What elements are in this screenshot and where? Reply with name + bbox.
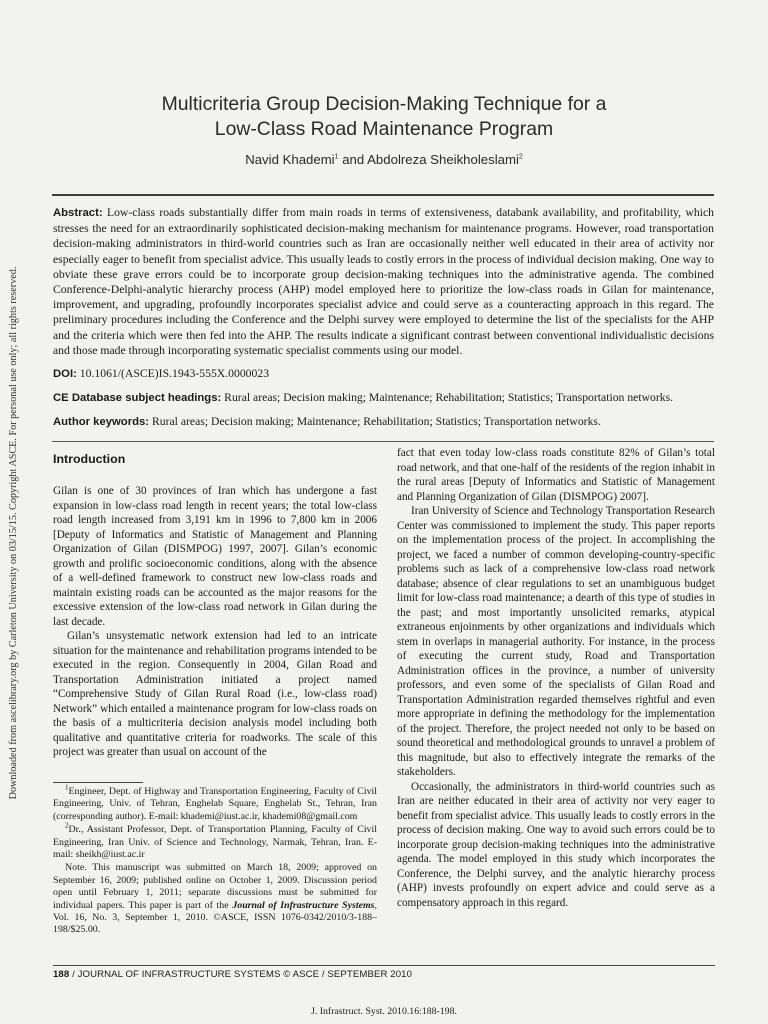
right-column bbox=[397, 446, 715, 910]
subject-headings bbox=[53, 390, 714, 406]
footer-rule bbox=[53, 965, 715, 966]
header-rule bbox=[52, 194, 714, 196]
page-footer bbox=[53, 969, 412, 980]
author-conjunction: and bbox=[338, 152, 368, 167]
subject-headings-label: CE Database subject headings: bbox=[53, 392, 222, 404]
footnote-2-text: Dr., Assistant Professor, Dept. of Transportation Planning, Faculty of Civil Engineering, Iran Univ. of Science and Technology, Narmak, Tehran, Iran. E-mail: sheikh@iust.ac.ir bbox=[53, 824, 377, 861]
paragraph: Gilan’s unsystematic network extension had led to an intricate situation for the maintenance and rehabilitation programs intended to be executed in the region. Consequently in 2004, Gilan Road and Transportation Administration initiated a project named “Comprehensive Study of Gilan Rural Road (i.e., low-class road) Network” which entailed a maintenance program for low-class roads on the basis of a multicriteria decision analysis model including both qualitative and quantitative criteria for roadworks. The scale of this project was greater than usual on account of the bbox=[53, 630, 377, 758]
note-text-post: , Vol. 16, No. 3, September 1, 2010. ©ASCE, ISSN 1076-0342/2010/3-188–198/$25.00. bbox=[53, 899, 377, 936]
abstract-rule bbox=[52, 441, 714, 442]
abstract bbox=[53, 205, 714, 358]
author-1: Navid Khademi bbox=[245, 152, 335, 167]
citation-line: J. Infrastruct. Syst. 2010.16:188-198. bbox=[311, 1006, 457, 1017]
footnote-1-mark: 1 bbox=[65, 783, 69, 792]
doi-link[interactable]: 10.1061/(ASCE)IS.1943-555X.0000023 bbox=[79, 367, 270, 380]
submission-note bbox=[53, 862, 377, 936]
title-line-1: Multicriteria Group Decision-Making Technique for a bbox=[161, 93, 607, 115]
footnote-2 bbox=[53, 821, 377, 861]
footnotes bbox=[53, 783, 377, 938]
author-2-affiliation-mark: 2 bbox=[518, 153, 523, 161]
abstract-text: Low-class roads substantially differ from main roads in terms of extensiveness, databank availability, and profitability, which stresses the need for an extraordinarily sophisticated decision-making mechanism for maintenance programs. However, road transportation decision-making administrators in third-world countries such as Iran are occasionally neither well educated in their area of activity nor especially eager to benefit from specialist advice. This usually leads to costly errors in the process of individual decision making. One way to obviate these grave errors could be to incorporate group decision-making techniques into the administrative agenda. The combined Conference-Delphi-analytic hierarchy process (AHP) model employed here to prioritize the low-class roads in Gilan for maintenance, improvement, and upgrading, profoundly incorporates specialist advice and could serve as a counteracting approach in this regard. The preliminary procedures including the Conference and the Delphi survey were employed to determine the list of the specialists for the AHP and the criteria which were then fed into the AHP. The results indicate a significant contrast between conventional individualistic decisions and those made through incorporating systematic specialist comments using our model. bbox=[53, 206, 714, 357]
footnote-1-text: Engineer, Dept. of Highway and Transportation Engineering, Faculty of Civil Engineering, Univ. of Tehran, Enghelab Square, Enghelab St., Tehran, Iran (corresponding author). E-mail: khademi@iust.ac.ir, khademi08@gmail.com bbox=[53, 786, 377, 822]
left-column bbox=[53, 484, 377, 760]
note-text-pre: Note. This manuscript was submitted on March 18, 2009; approved on September 16, 2009; published online on October 1, 2009. Discussion period open until February 1, 2011; separate discussions must be submitted for individual papers. This paper is part of the bbox=[53, 862, 377, 911]
journal-name: Journal of Infrastructure Systems bbox=[232, 899, 375, 911]
doi-label: DOI: bbox=[53, 368, 77, 380]
author-1-affiliation-mark: 1 bbox=[334, 153, 339, 161]
paragraph: Occasionally, the administrators in third-world countries such as Iran are neither educated in their area of activity nor very eager to benefit from specialist advice. This usually leads to costly errors in the process of decision making. One way to avoid such errors could be to incorporate group decision-making techniques into the administrative agenda. The model employed in this study which incorporates the Conference, the Delphi survey, and the analytic hierarchy process (AHP) invests profoundly on expert advice and could serve as a compensatory approach in this regard. bbox=[397, 780, 715, 909]
download-notice: Downloaded from ascelibrary.org by Carleton University on 03/15/15. Copyright ASCE. For personal use only; all rights reserved. bbox=[8, 266, 19, 800]
paper-title bbox=[54, 92, 714, 142]
journal-running-footer: / JOURNAL OF INFRASTRUCTURE SYSTEMS © ASCE / SEPTEMBER 2010 bbox=[69, 969, 413, 980]
paragraph: Gilan is one of 30 provinces of Iran which has undergone a fast expansion in low-class road length in recent years; the total low-class road length increased from 3,191 km in 1996 to 7,800 km in 2006 [Deputy of Informatics and Statistic of Management and Planning Organization of Gilan (DISMPOG) 1997, 2007]. Gilan’s economic growth and prolific socioeconomic conditions, along with the absence of a well-defined framework to construct new low-class roads and maintain existing roads can be accounted as the major reasons for the excessive extension of the low-class road network in Gilan during the last decade. bbox=[53, 485, 377, 628]
footnote-2-mark: 2 bbox=[65, 821, 69, 830]
author-keywords bbox=[53, 414, 714, 430]
section-heading-introduction: Introduction bbox=[53, 452, 126, 466]
title-line-2: Low-Class Road Maintenance Program bbox=[214, 118, 554, 140]
author-2: Abdolreza Sheikholeslami bbox=[367, 152, 519, 167]
footnote-1 bbox=[53, 783, 377, 823]
author-keywords-value: Rural areas; Decision making; Maintenance; Rehabilitation; Statistics; Transportation networks. bbox=[151, 415, 601, 428]
author-keywords-label: Author keywords: bbox=[53, 416, 150, 428]
paragraph: fact that even today low-class roads constitute 82% of Gilan’s total road network, and that one-half of the residents of the region inhabit in the rural areas [Deputy of Informatics and Statistic of Management and Planning Organization of Gilan (DISMPOG) 2007]. bbox=[397, 447, 715, 503]
page-number: 188 bbox=[53, 969, 70, 980]
doi-line bbox=[53, 366, 714, 382]
author-list bbox=[54, 151, 714, 169]
paragraph: Iran University of Science and Technology Transportation Research Center was commissioned to implement the study. This paper reports on the implementation process of the project. In accomplishing the project, we faced a number of common developing-country-specific problems such as lack of a comprehensive low-class road network database; absence of clear regulations to set an unambiguous budget limit for low-class road maintenance; a dearth of this type of studies in the past; and most importantly unsolicited remarks, atypical extraneous enjoinments by other organizations and individuals which stem in overlaps in managerial authority. For instance, in the process of executing the current study, Road and Transportation Administration offices in the province, a number of university professors, and even some of the specialists of Gilan Road and Transportation Administration regarded themselves rightful and even more appropriate in defining the methodology for the implementation of the project. Therefore, the project needed not only to be based on sound theoretical and methodological grounds to unravel a problem of this magnitude, but also to effectively integrate the remarks of the stakeholders. bbox=[397, 505, 715, 778]
subject-headings-value: Rural areas; Decision making; Maintenance; Rehabilitation; Statistics; Transportation networks. bbox=[224, 391, 674, 404]
abstract-label: Abstract: bbox=[53, 207, 103, 219]
